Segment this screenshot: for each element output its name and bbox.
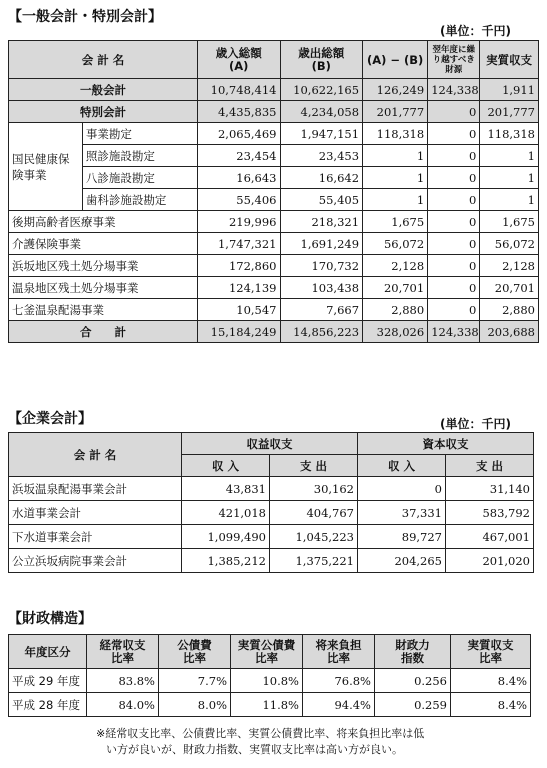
table-row: 介護保険事業 1,747,321 1,691,249 56,072 0 56,072 — [9, 233, 539, 255]
table-row: 後期高齢者医療事業 219,996 218,321 1,675 0 1,675 — [9, 211, 539, 233]
enterprise-subheader: 支 出 — [446, 455, 534, 477]
table-row: 平成 28 年度 84.0% 8.0% 11.8% 94.4% 0.259 8.4% — [9, 693, 531, 717]
table-row: 七釜温泉配湯事業 10,547 7,667 2,880 0 2,880 — [9, 299, 539, 321]
special-account-row: 特別会計 4,435,835 4,234,058 201,777 0 201,777 — [9, 101, 539, 123]
finance-header-year: 年度区分 — [9, 635, 87, 669]
table-row: 平成 29 年度 83.8% 7.7% 10.8% 76.8% 0.256 8.4% — [9, 669, 531, 693]
finance-header-real-debt: 実質公債費 比率 — [231, 635, 303, 669]
general-account-row: 一般会計 10,748,414 10,622,165 126,249 124,338 1,911 — [9, 79, 539, 101]
header-carryover: 翌年度に繰り越すべき財源 — [428, 41, 480, 79]
table-row: 浜坂温泉配湯事業会計 43,831 30,162 0 31,140 — [9, 477, 534, 501]
table-row: 照診施設勘定 23,454 23,453 1 0 1 — [9, 145, 539, 167]
finance-note-line2: い方が良いが、財政力指数、実質収支比率は高い方が良い。 — [106, 743, 403, 756]
table-row: 八診施設勘定 16,643 16,642 1 0 1 — [9, 167, 539, 189]
header-real-balance: 実質収支 — [480, 41, 539, 79]
table-row: 水道事業会計 421,018 404,767 37,331 583,792 — [9, 501, 534, 525]
enterprise-header-capital: 資本収支 — [358, 433, 534, 455]
header-revenue-total: 歳入総額 (A) — [197, 41, 280, 79]
finance-header-future: 将来負担 比率 — [303, 635, 375, 669]
enterprise-subheader: 収 入 — [182, 455, 270, 477]
enterprise-section-title: 【企業会計】 — [8, 411, 92, 427]
table-row: 下水道事業会計 1,099,490 1,045,223 89,727 467,001 — [9, 525, 534, 549]
table-row: 公立浜坂病院事業会計 1,385,212 1,375,221 204,265 201,020 — [9, 549, 534, 573]
finance-note-line1: ※経常収支比率、公債費比率、実質公債費比率、将来負担比率は低 — [96, 727, 425, 740]
general-unit-label: (単位：千円) — [440, 24, 511, 38]
finance-header-ordinary: 経常収支 比率 — [87, 635, 159, 669]
enterprise-table — [8, 432, 534, 573]
general-section-title: 【一般会計・特別会計】 — [8, 9, 162, 25]
enterprise-subheader: 支 出 — [270, 455, 358, 477]
header-account-name: 会 計 名 — [9, 41, 198, 79]
finance-header-fiscal: 財政力 指数 — [375, 635, 451, 669]
enterprise-header-revenue: 収益収支 — [182, 433, 358, 455]
general-special-table — [8, 40, 539, 343]
enterprise-unit-label: (単位：千円) — [440, 417, 511, 431]
finance-header-real-balance: 実質収支 比率 — [451, 635, 531, 669]
table-row: 国民健康保険事業 事業勘定 2,065,469 1,947,151 118,318 0 118,318 — [9, 123, 539, 145]
finance-table — [8, 634, 531, 717]
header-difference: (A) − (B) — [363, 41, 428, 79]
table-row: 歯科診施設勘定 55,406 55,405 1 0 1 — [9, 189, 539, 211]
grand-total-row: 合 計 15,184,249 14,856,223 328,026 124,338 203,688 — [9, 321, 539, 343]
finance-section-title: 【財政構造】 — [8, 611, 92, 627]
enterprise-header-name: 会 計 名 — [9, 433, 182, 477]
header-expenditure-total: 歳出総額 (B) — [280, 41, 363, 79]
table-row: 温泉地区残土処分場事業 124,139 103,438 20,701 0 20,701 — [9, 277, 539, 299]
nhi-group-label: 国民健康保険事業 — [9, 123, 83, 211]
enterprise-subheader: 収 入 — [358, 455, 446, 477]
finance-header-debt: 公債費 比率 — [159, 635, 231, 669]
table-row: 浜坂地区残土処分場事業 172,860 170,732 2,128 0 2,128 — [9, 255, 539, 277]
